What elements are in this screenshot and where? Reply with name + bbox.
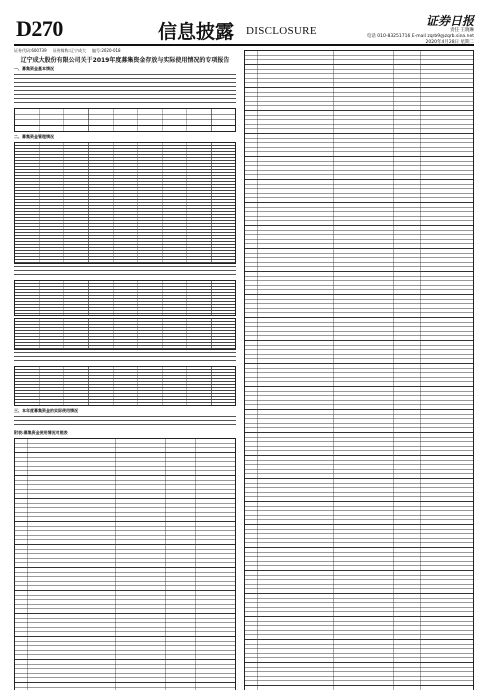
- section-title-en: DISCLOSURE: [246, 25, 317, 37]
- detail-table-1: [14, 142, 236, 264]
- page-header: [14, 14, 474, 46]
- section-title-cn: 信息披露: [158, 21, 235, 43]
- body-text-block: [14, 352, 236, 364]
- date-line: 2020年4月28日 星期二: [425, 40, 474, 45]
- summary-table: [14, 108, 236, 132]
- section-heading-2: 二、募集资金管理情况: [14, 134, 54, 139]
- editor-line: 责任 王晓琳: [450, 28, 474, 33]
- left-column: [14, 48, 236, 690]
- detail-table-3: [14, 318, 236, 350]
- right-column: [244, 48, 474, 690]
- stock-abbr: 证券简称:辽宁成大: [52, 48, 86, 53]
- newspaper-page: [14, 14, 474, 690]
- announcement-codes: [14, 48, 236, 53]
- section-heading-3: 三、本年度募集资金的实际使用情况: [14, 408, 78, 413]
- continued-list-table: [244, 50, 474, 690]
- page-number: D270: [16, 16, 63, 41]
- body-text-block: [14, 74, 236, 106]
- section-heading-1: 一、募集资金基本情况: [14, 66, 54, 71]
- announcement-title: 辽宁成大股份有限公司关于2019年度募集资金存放与实际使用情况的专项报告: [20, 57, 230, 64]
- body-text-block: [14, 266, 236, 278]
- announcement-no: 编号:2020-018: [91, 48, 121, 53]
- stock-code: 证券代码:600739: [14, 48, 47, 53]
- long-list-table: [14, 438, 236, 690]
- section-heading-4: 附表:募集资金使用情况对照表: [14, 430, 68, 435]
- newspaper-logo: 证券日报: [425, 14, 474, 28]
- masthead: [314, 14, 474, 46]
- contact-line: 电话 010-83251716 E-mail zqrb9@zqrb.sina.net: [366, 34, 474, 39]
- body-text-block: [14, 416, 236, 428]
- detail-table-4: [14, 366, 236, 406]
- detail-table-2: [14, 280, 236, 316]
